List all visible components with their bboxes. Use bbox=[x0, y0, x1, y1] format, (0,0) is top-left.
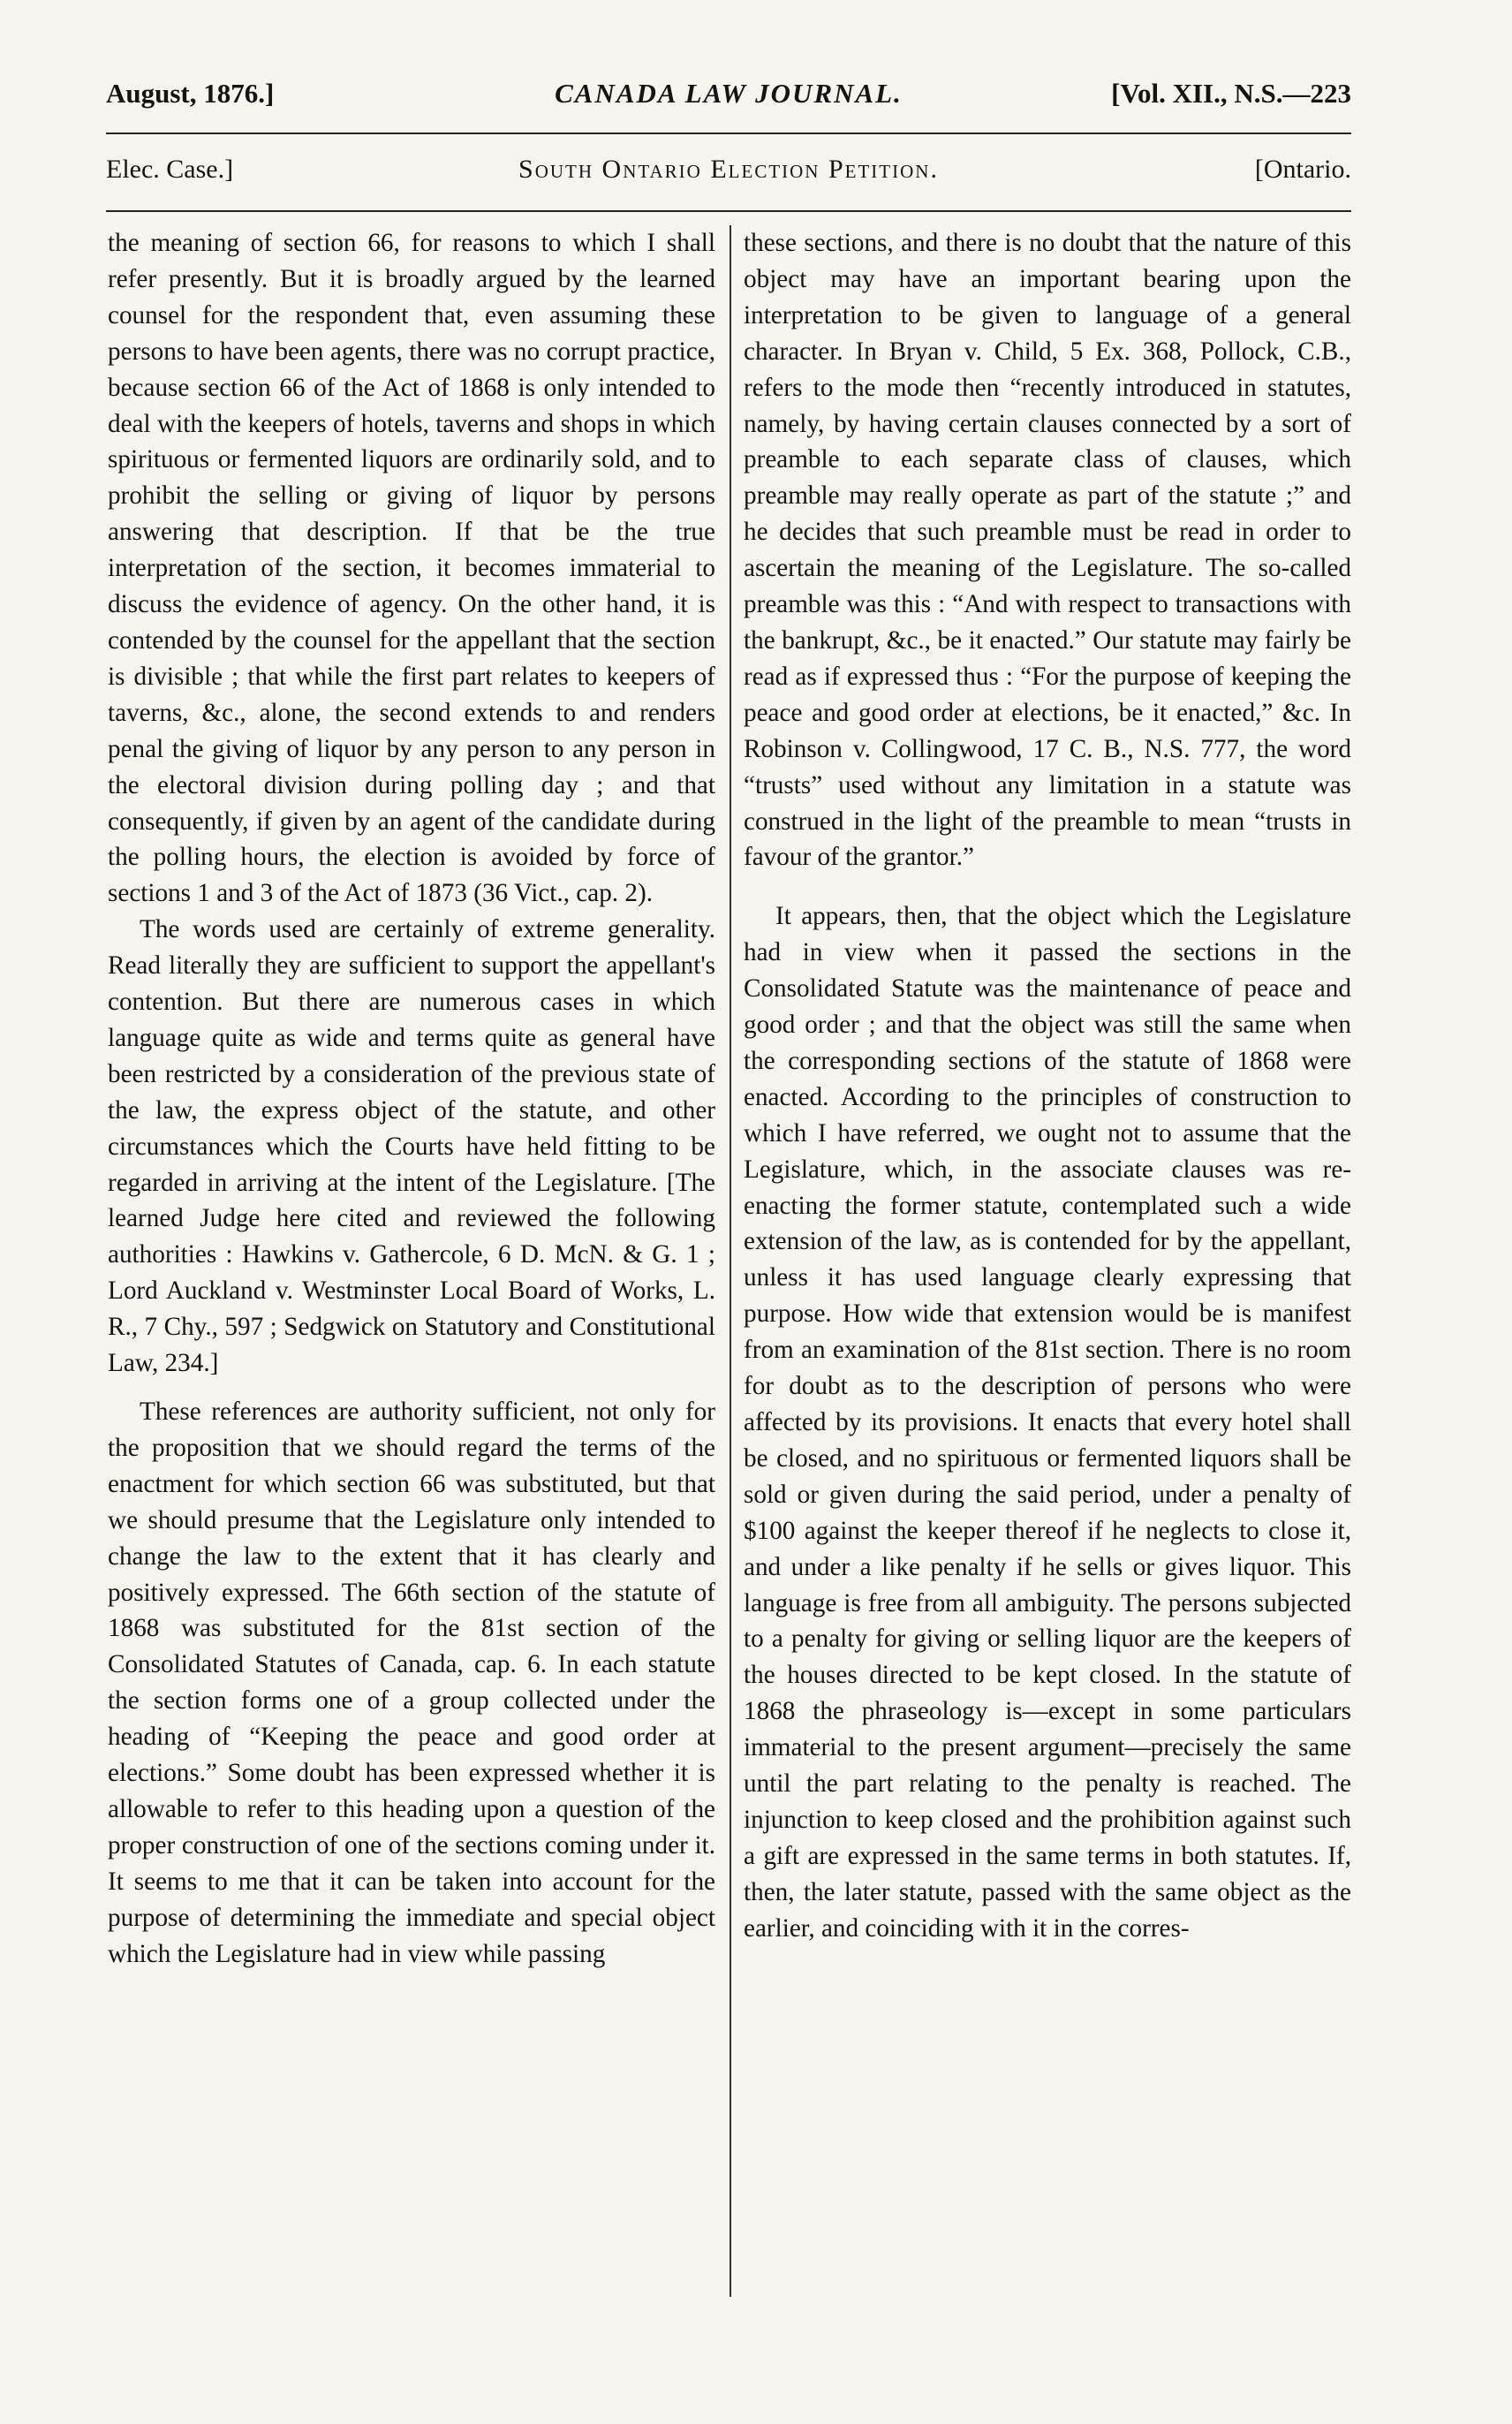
column-divider bbox=[730, 225, 731, 2297]
running-header bbox=[106, 78, 1351, 122]
header-date: August, 1876.] bbox=[106, 78, 275, 109]
header-rule bbox=[106, 133, 1351, 134]
left-paragraph-1: the meaning of section 66, for reasons to which I shall refer presently. But it is broadly argued by the learned counsel for the respondent that, even assuming these persons to have been agents, there was no corrupt practice, because section 66 of the Act of 1868 is only intended to deal with the keepers of hotels, taverns and shops in which spirituous or fermented liquors are ordinarily sold, and to prohibit the selling or giving of liquor by persons answering that description. If that be the true interpretation of the section, it becomes immaterial to discuss the evidence of agency. On the other hand, it is contended by the counsel for the appellant that the section is divisible ; that while the first part relates to keepers of taverns, &c., alone, the second extends to and renders penal the giving of liquor by any person to any person in the electoral division during polling day ; and that consequently, if given by an agent of the candidate during the polling hours, the election is avoided by force of sections 1 and 3 of the Act of 1873 (36 Vict., cap. 2). bbox=[108, 229, 715, 908]
subheader-left: Elec. Case.] bbox=[106, 155, 234, 184]
header-journal-title: CANADA LAW JOURNAL. bbox=[555, 78, 903, 109]
right-column bbox=[744, 225, 1351, 2301]
right-paragraph-2: It appears, then, that the object which the Legislature had in view when it passed the sections in the Consolidated Statute was the maintenance of peace and good order ; and that the object was still the same when the corresponding sections of the statute of 1868 were enacted. According to the principles of construction to which I have referred, we ought not to assume that the Legislature, which, in the associate clauses was re-enacting the former statute, contemplated such a wide extension of the law, as is contended for by the appellant, unless it has used language clearly expressing that purpose. How wide that extension would be is manifest from an examination of the 81st section. There is no room for doubt as to the description of persons who were affected by its provisions. It enacts that every hotel shall be closed, and no spirituous or fermented liquors shall be sold or given during the said period, under a penalty of $100 against the keeper thereof if he neglects to close it, and under a like penalty if he sells or gives liquor. This language is free from all ambiguity. The persons subjected to a penalty for giving or selling liquor are the keepers of the houses directed to be kept closed. In the statute of 1868 the phraseology is—except in some particulars immaterial to the present argument—precisely the same until the part relating to the penalty is reached. The injunction to keep closed and the prohibition against such a gift are expressed in the same terms in both statutes. If, then, the later statute, passed with the same object as the earlier, and coinciding with it in the corres- bbox=[744, 902, 1351, 1943]
left-paragraph-3: These references are authority sufficient, not only for the proposition that we should regard the terms of the enactment for which section 66 was substituted, but that we should presume that the Legislature only intended to change the law to the extent that it has clearly and positively expressed. The 66th section of the statute of 1868 was substituted for the 81st section of the Consolidated Statutes of Canada, cap. 6. In each statute the section forms one of a group collected under the heading of “Keeping the peace and good order at elections.” Some doubt has been expressed whether it is allowable to refer to this heading upon a question of the proper construction of one of the sections coming under it. It seems to me that it can be taken into account for the purpose of determining the immediate and special object which the Legislature had in view while passing bbox=[108, 1398, 715, 1968]
subheader-case-title: South Ontario Election Petition. bbox=[518, 155, 939, 184]
case-subheader bbox=[106, 155, 1351, 193]
subheader-rule bbox=[106, 210, 1351, 212]
right-paragraph-1: these sections, and there is no doubt that the nature of this object may have an important bearing upon the interpretation to be given to language of a general character. In Bryan v. Child, 5 Ex. 368, Pollock, C.B., refers to the mode then “recently introduced in statutes, namely, by having certain clauses connected by a sort of preamble to each separate class of clauses, which preamble may really operate as part of the statute ;” and he decides that such preamble must be read in order to ascertain the meaning of the Legislature. The so-called preamble was this : “And with respect to transactions with the bankrupt, &c., be it enacted.” Our statute may fairly be read as if expressed thus : “For the purpose of keeping the peace and good order at elections, be it enacted,” &c. In Robinson v. Collingwood, 17 C. B., N.S. 777, the word “trusts” used without any limitation in a statute was construed in the light of the preamble to mean “trusts in favour of the grantor.” bbox=[744, 229, 1351, 872]
left-paragraph-2: The words used are certainly of extreme generality. Read literally they are sufficient to support the appellant's contention. But there are numerous cases in which language quite as wide and terms quite as general have been restricted by a consideration of the previous state of the law, the express object of the statute, and other circumstances which the Courts have held fitting to be regarded in arriving at the intent of the Legislature. [The learned Judge here cited and reviewed the following authorities : Hawkins v. Gathercole, 6 D. McN. & G. 1 ; Lord Auckland v. Westminster Local Board of Works, L. R., 7 Chy., 597 ; Sedgwick on Statutory and Constitutional Law, 234.] bbox=[108, 915, 715, 1378]
subheader-right: [Ontario. bbox=[1254, 155, 1351, 184]
header-volume-page: [Vol. XII., N.S.—223 bbox=[1111, 78, 1351, 109]
left-column bbox=[108, 225, 715, 2301]
